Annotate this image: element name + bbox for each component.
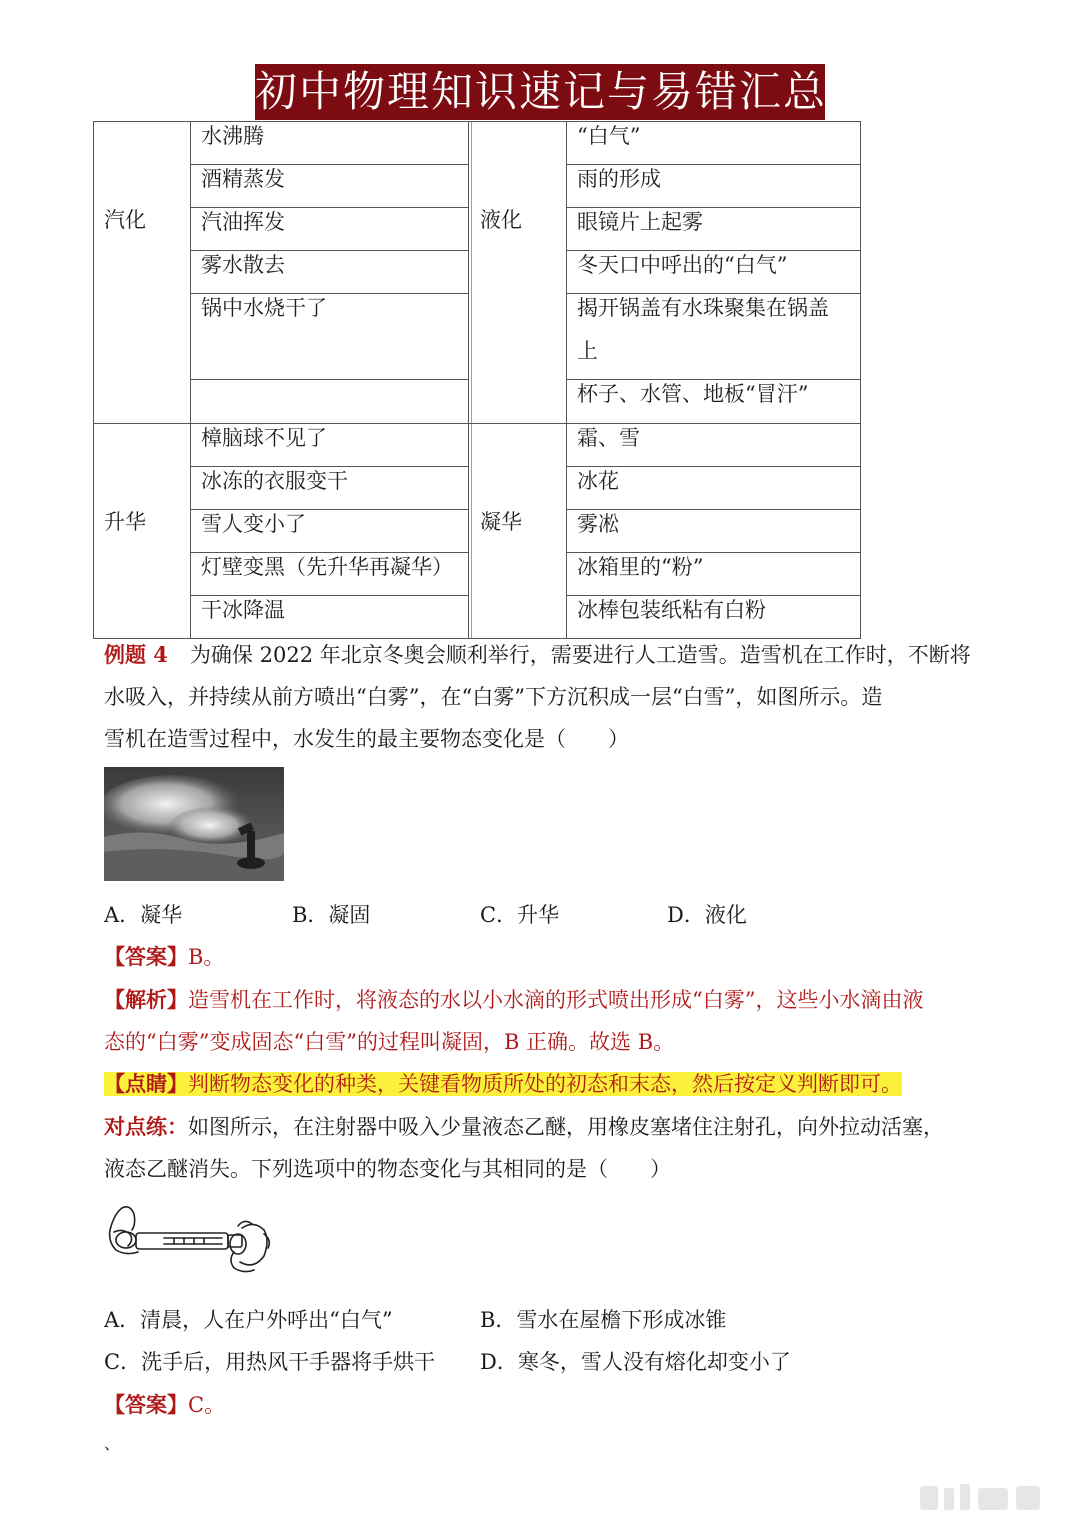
trailing-mark: 、 <box>104 1434 121 1453</box>
table-cell: 灯壁变黑（先升华再凝华） <box>201 555 453 579</box>
table-cell: 雨的形成 <box>577 167 661 191</box>
table-cell: 冰冻的衣服变干 <box>201 469 348 493</box>
table-cell: 干冰降温 <box>201 598 285 622</box>
syringe-illustration <box>104 1200 272 1290</box>
table-cell: 雾水散去 <box>201 253 285 277</box>
table-cell: 眼镜片上起雾 <box>577 210 703 234</box>
table-cell: 霜、雪 <box>577 426 640 450</box>
example-tag: 例题 4 <box>104 642 168 667</box>
table-cell: 杯子、水管、地板“冒汗” <box>577 382 809 406</box>
category-liquefaction: 液化 <box>480 208 522 232</box>
table-cell: 雾凇 <box>577 512 619 536</box>
practice-option-a: A．清晨，人在户外呼出“白气” <box>104 1308 393 1332</box>
table-cell: 冰箱里的“粉” <box>577 555 704 579</box>
table-cell: 酒精蒸发 <box>201 167 285 191</box>
practice-question-line: 对点练：如图所示，在注射器中吸入少量液态乙醚，用橡皮塞堵住注射孔，向外拉动活塞， <box>104 1114 944 1139</box>
example-question-line: 例题 4 为确保 2022 年北京冬奥会顺利举行，需要进行人工造雪。造雪机在工作时，不断将 <box>104 642 971 667</box>
watermark-logo <box>900 1478 1060 1518</box>
table-cell: 揭开锅盖有水珠聚集在锅盖 <box>577 296 829 320</box>
category-deposition: 凝华 <box>480 510 522 534</box>
practice-question-line: 液态乙醚消失。下列选项中的物态变化与其相同的是（ ） <box>104 1157 671 1181</box>
example-analysis-line: 态的“白雾”变成固态“白雪”的过程叫凝固，B 正确。故选 B。 <box>104 1030 675 1054</box>
table-cell: 冰花 <box>577 469 619 493</box>
example-answer: 【答案】B。 <box>104 944 225 969</box>
category-vaporization: 汽化 <box>104 208 146 232</box>
table-cell: “白气” <box>577 124 641 148</box>
example-option-d: D．液化 <box>667 903 747 927</box>
example-analysis: 【解析】造雪机在工作时，将液态的水以小水滴的形式喷出形成“白雾”，这些小水滴由液 <box>104 987 924 1012</box>
table-cell: 上 <box>577 339 598 363</box>
table-cell: 锅中水烧干了 <box>201 296 327 320</box>
snow-machine-photo <box>104 767 284 881</box>
practice-answer: 【答案】C。 <box>104 1392 226 1417</box>
category-sublimation: 升华 <box>104 510 146 534</box>
practice-option-d: D．寒冬，雪人没有熔化却变小了 <box>480 1350 791 1374</box>
example-question-line: 水吸入，并持续从前方喷出“白雾”，在“白雾”下方沉积成一层“白雪”，如图所示。造 <box>104 685 883 709</box>
practice-option-b: B．雪水在屋檐下形成冰锥 <box>480 1308 727 1332</box>
table-cell: 冬天口中呼出的“白气” <box>577 253 788 277</box>
example-option-c: C．升华 <box>480 903 560 927</box>
example-question-line: 雪机在造雪过程中，水发生的最主要物态变化是（ ） <box>104 727 629 751</box>
table-cell: 樟脑球不见了 <box>201 426 327 450</box>
practice-tag: 对点练： <box>104 1114 188 1139</box>
practice-option-c: C．洗手后，用热风干手器将手烘干 <box>104 1350 436 1374</box>
example-tip: 【点睛】判断物态变化的种类，关键看物质所处的初态和末态，然后按定义判断即可。 <box>104 1071 902 1096</box>
table-cell: 汽油挥发 <box>201 210 285 234</box>
example-option-b: B．凝固 <box>292 903 371 927</box>
table-cell: 冰棒包装纸粘有白粉 <box>577 598 766 622</box>
table-cell: 雪人变小了 <box>201 512 306 536</box>
example-option-a: A．凝华 <box>104 903 183 927</box>
page-title: 初中物理知识速记与易错汇总 <box>255 64 825 120</box>
table-cell: 水沸腾 <box>201 124 264 148</box>
